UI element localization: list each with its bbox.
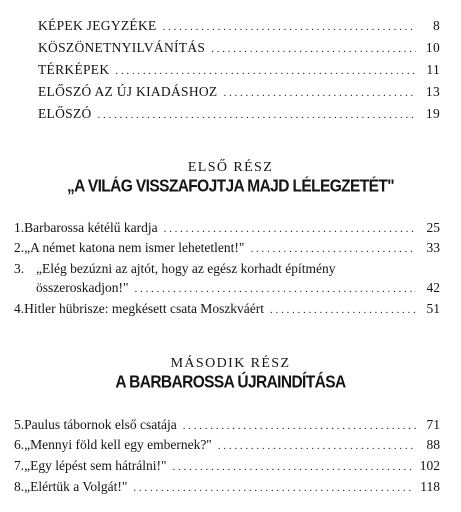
- dot-leader: [250, 241, 416, 257]
- dot-leader: [115, 63, 416, 79]
- toc-entry: [38, 106, 440, 123]
- entry-title: ELŐSZÓ: [38, 106, 92, 121]
- part-title: A BARBAROSSA ÚJRAINDÍTÁSA: [115, 372, 346, 392]
- chapter-entry: [14, 437, 440, 454]
- chapter-entry: [14, 261, 440, 277]
- dot-leader: [98, 107, 416, 123]
- chapter-number: 1.: [14, 220, 25, 235]
- toc-entry: [38, 40, 440, 57]
- dot-leader: [218, 438, 416, 454]
- part-label: ELSŐ RÉSZ: [187, 160, 274, 175]
- chapter-page: 102: [419, 458, 440, 473]
- toc-entry: [38, 84, 440, 101]
- chapter-number: 7.: [14, 458, 25, 473]
- chapter-number: 6.: [14, 437, 25, 452]
- dot-leader: [223, 85, 416, 101]
- chapter-title: „Elértük a Volgát!": [24, 479, 128, 494]
- chapter-title: „Egy lépést sem hátrálni!": [24, 458, 167, 473]
- dot-leader: [164, 221, 416, 237]
- toc-entry: [38, 62, 440, 79]
- toc-entry: [38, 18, 440, 35]
- chapter-page: 71: [426, 417, 440, 432]
- chapter-title: Barbarossa kétélű kardja: [24, 220, 158, 235]
- chapter-number: 8.: [14, 479, 25, 494]
- entry-title: KÉPEK JEGYZÉKE: [38, 18, 157, 33]
- dot-leader: [172, 459, 413, 475]
- entry-page: 19: [425, 106, 440, 121]
- entry-page: 8: [432, 18, 440, 33]
- dot-leader: [135, 281, 417, 297]
- chapter-title: „Elég bezúzni az ajtót, hogy az egész korhadt építmény: [36, 261, 336, 276]
- dot-leader: [163, 19, 416, 35]
- entry-title: ELŐSZÓ AZ ÚJ KIADÁSHOZ: [38, 84, 218, 99]
- chapter-number: 4.: [14, 301, 25, 316]
- dot-leader: [133, 480, 414, 496]
- chapter-number: 5.: [14, 417, 25, 432]
- chapter-entry-continuation: [36, 280, 440, 297]
- chapter-entry: [14, 458, 440, 475]
- entry-title: KÖSZÖNETNYILVÁNÍTÁS: [38, 40, 206, 55]
- chapter-entry: [14, 479, 440, 496]
- chapter-title: Paulus tábornok első csatája: [24, 417, 177, 432]
- chapter-entry: [14, 417, 440, 434]
- chapter-entry: [14, 301, 440, 318]
- chapter-title-continuation: összeroskadjon!": [36, 280, 129, 295]
- chapter-number: 3.: [14, 261, 25, 276]
- chapter-title: „A német katona nem ismer lehetetlent!": [24, 240, 245, 255]
- entry-title: TÉRKÉPEK: [38, 62, 110, 77]
- dot-leader: [270, 302, 416, 318]
- chapter-entry: [14, 240, 440, 257]
- chapter-page: 33: [426, 240, 440, 255]
- chapter-page: 51: [426, 301, 440, 316]
- entry-page: 13: [425, 84, 440, 99]
- chapter-number: 2.: [14, 240, 25, 255]
- chapter-page: 118: [420, 479, 440, 494]
- part-title: „A VILÁG VISSZAFOJTJA MAJD LÉLEGZETÉT": [66, 176, 394, 196]
- chapter-page: 88: [426, 437, 440, 452]
- part-label: MÁSODIK RÉSZ: [170, 356, 291, 371]
- entry-page: 11: [426, 62, 440, 77]
- chapter-entry: [14, 220, 440, 237]
- chapter-title: Hitler hübrisze: megkésett csata Moszkváért: [24, 301, 265, 316]
- chapter-page: 25: [426, 220, 440, 235]
- dot-leader: [211, 41, 416, 57]
- dot-leader: [183, 418, 416, 434]
- chapter-title: „Mennyi föld kell egy embernek?": [24, 437, 212, 452]
- entry-page: 10: [425, 40, 440, 55]
- chapter-page: 42: [426, 280, 440, 295]
